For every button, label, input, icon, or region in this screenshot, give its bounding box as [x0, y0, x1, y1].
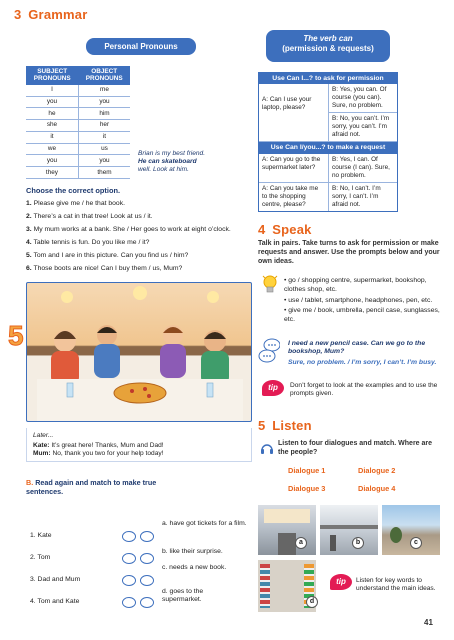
match-right-c: c. needs a new book.	[162, 564, 227, 571]
request-heading: Use Can I/you...? to make a request	[259, 142, 397, 153]
list-item: 3. My mum works at a bank. She / Her goes to work at eight o’clock.	[26, 225, 231, 233]
mum-line: Mum: No, thank you two for your help today!	[33, 450, 164, 458]
answer-circle[interactable]	[140, 575, 154, 586]
lightbulb-icon	[262, 275, 278, 295]
match-right-a: a. have got tickets for a film.	[162, 520, 247, 527]
match-left-2: 2. Tom	[30, 554, 51, 561]
table-row: it it	[26, 131, 130, 143]
table-row: I me	[26, 85, 130, 96]
permission-heading: Use Can I...? to ask for permission	[259, 73, 397, 84]
photo-label-b: b	[352, 537, 364, 549]
table-row: we us	[26, 143, 130, 155]
table-row: he him	[26, 108, 130, 120]
speak-example: I need a new pencil case. Can we go to the bookshop, Mum? Sure, no problem. / I’m sorry, I can’t. I’m busy.	[288, 340, 437, 366]
header-object: OBJECT PRONOUNS	[78, 66, 130, 85]
answer-circle[interactable]	[122, 575, 136, 586]
kate-line: Kate: It’s great here! Thanks, Mum and Dad!	[33, 442, 164, 450]
grammar-heading	[14, 7, 87, 23]
answer-circle[interactable]	[140, 531, 154, 542]
match-left-4: 4. Tom and Kate	[30, 598, 80, 605]
speech-bubbles-icon	[258, 338, 280, 364]
speak-tip-text: Don’t forget to look at the examples and to use the prompts given.	[290, 382, 438, 398]
pronouns-banner: Personal Pronouns	[86, 38, 196, 55]
match-left-3: 3. Dad and Mum	[30, 576, 81, 583]
scene-caption: Later... Kate: It’s great here! Thanks, Mum and Dad! Mum: No, thank you two for your help today!	[26, 428, 252, 462]
answer-circle[interactable]	[140, 553, 154, 564]
table-row: A: Can you go to the supermarket later? B: Yes, I can. Of course (I can). Sure, no problem.	[259, 154, 397, 183]
speak-prompts: • go / shopping centre, supermarket, bookshop, clothes shop, etc. • use / tablet, smartphone, headphones, pen, etc. • give me / book, umbrella, pencil case, sunglasses, etc.	[284, 277, 440, 324]
table-row: A: Can I use your laptop, please? B: Yes, you can. Of course (you can). Sure, no problem. B: No, you can’t. I’m sorry, you can’t. I’m afraid not.	[259, 84, 397, 142]
table-row: you you	[26, 96, 130, 108]
table-row: A: Can you take me to the shopping centre, please? B: No, I can’t. I’m sorry, I can’t. I’m afraid not.	[259, 183, 397, 211]
photo-skatepark	[382, 505, 440, 555]
grammar-exercise	[26, 200, 248, 278]
answer-circle[interactable]	[122, 553, 136, 564]
list-item: 4. Table tennis is fun. Do you like me / it?	[26, 238, 150, 246]
section-title: Grammar	[28, 7, 88, 22]
section-number: 3	[14, 7, 22, 22]
answer-circle[interactable]	[140, 597, 154, 608]
choose-instruction: Choose the correct option.	[26, 186, 121, 195]
dialogue-3: Dialogue 3	[288, 484, 326, 493]
table-row: she her	[26, 120, 130, 132]
family-dinner-illustration	[26, 282, 252, 422]
table-row: they them	[26, 167, 130, 179]
match-right-b: b. like their surprise.	[162, 548, 223, 555]
answer-circle[interactable]	[122, 597, 136, 608]
match-left-1: 1. Kate	[30, 532, 52, 539]
photo-label-a: a	[295, 537, 307, 549]
listen-heading: 5 Listen	[258, 418, 312, 433]
dialogue-4: Dialogue 4	[358, 484, 396, 493]
photo-airport	[320, 505, 378, 555]
listen-tip-badge: tip	[330, 574, 352, 590]
speak-heading: 4 Speak	[258, 222, 312, 237]
list-item: 1. Please give me / he that book.	[26, 200, 125, 207]
permission-table	[258, 72, 398, 212]
read-match-instruction: B. Read again and match to make true sentences.	[26, 478, 157, 496]
header-subject: SUBJECT PRONOUNS	[26, 66, 78, 85]
table-row: you you	[26, 155, 130, 167]
list-item: 2. There’s a cat in that tree! Look at us / it.	[26, 212, 153, 220]
answer-circle[interactable]	[122, 531, 136, 542]
photo-shopping-centre	[258, 505, 316, 555]
list-item: 6. Those boots are nice! Can I buy them / us, Mum?	[26, 264, 183, 272]
dialogue-1: Dialogue 1	[288, 466, 326, 475]
page-number: 41	[424, 618, 433, 627]
tip-badge: tip	[262, 380, 284, 396]
grammar-note: Brian is my best friend. He can skateboard well. Look at him.	[138, 150, 206, 174]
listen-instruction: Listen to four dialogues and match. Where are the people?	[278, 440, 433, 456]
list-item: 5. Tom and I are in this picture. Can you find us / him?	[26, 251, 189, 259]
photo-label-c: c	[410, 537, 422, 549]
listen-tip-text: Listen for key words to understand the main ideas.	[356, 577, 436, 593]
dialogue-2: Dialogue 2	[358, 466, 396, 475]
photo-label-d: d	[306, 596, 318, 608]
verb-can-banner: The verb can (permission & requests)	[266, 30, 390, 62]
side-number: 5	[8, 320, 24, 351]
speak-instructions: Talk in pairs. Take turns to ask for permission or make requests and answer. Use the prompts below and your own ideas.	[258, 240, 440, 265]
headphones-icon	[260, 441, 274, 455]
pronouns-table	[26, 66, 130, 179]
match-right-d: d. goes to the supermarket.	[162, 588, 204, 604]
